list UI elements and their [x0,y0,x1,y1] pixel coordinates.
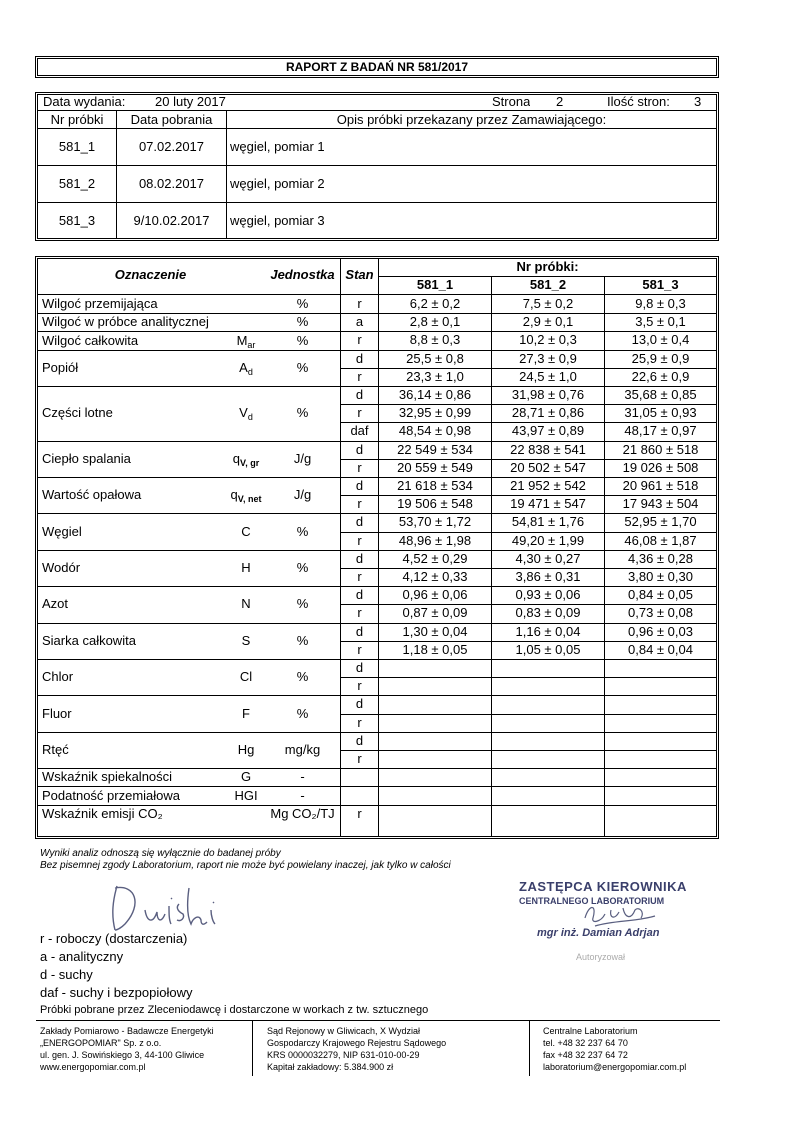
result-symbol-main: Hg [237,742,255,757]
footer-register: Gospodarczy Krajowego Rejestru Sądowego [267,1038,447,1048]
samples-header-desc: Opis próbki przekazany przez Zamawiającego: [336,112,607,127]
result-unit: Mg CO₂/TJ [270,805,335,821]
result-state: r [357,296,362,311]
result-state: d [355,350,364,366]
result-state: r [357,569,362,584]
result-value: 54,81 ± 1,76 [511,514,585,530]
result-state: r [357,751,362,766]
result-state: d [355,623,364,639]
samples-row-2-date: 08.02.2017 [138,176,205,191]
result-value: 8,8 ± 0,3 [409,332,461,348]
result-state: d [355,387,364,402]
result-value: 20 502 ± 547 [510,459,586,475]
footer-capital: Kapitał zakładowy: 5.384.900 zł [267,1062,394,1072]
result-symbol-main: G [240,769,252,785]
samples-row-1-date: 07.02.2017 [138,139,205,154]
result-value: 28,71 ± 0,86 [511,405,585,421]
legend-r: r - roboczy (dostarczenia) [40,931,188,946]
state-divider [341,677,716,678]
result-name: Wilgoć w próbce analitycznej [42,314,209,330]
result-value: 20 559 ± 549 [397,459,473,475]
result-symbol-main: A [239,359,248,375]
result-state: d [355,478,364,493]
stamp-subtitle: CENTRALNEGO LABORATORIUM [519,896,665,906]
result-unit: % [296,669,309,685]
result-value: 31,05 ± 0,93 [624,405,697,421]
result-symbol-subscript: ar [247,339,256,350]
result-state: r [357,714,362,730]
result-value: 22,6 ± 0,9 [631,368,690,384]
samples-row-1-desc: węgiel, pomiar 1 [230,139,325,154]
legend-a: a - analityczny [40,949,124,964]
result-value: 48,96 ± 1,98 [398,532,472,548]
result-value: 24,5 ± 1,0 [519,368,577,384]
result-value: 4,12 ± 0,33 [402,569,468,584]
result-state: r [357,641,362,657]
legend-daf: daf - suchy i bezpopiołowy [40,985,193,1000]
footer-company-name: Zakłady Pomiarowo - Badawcze Energetyki [40,1026,214,1036]
stamp-authorized: Autoryzował [576,952,626,962]
result-name: Wilgoć przemijająca [42,296,158,312]
footer-tel: tel. +48 32 237 64 70 [543,1038,628,1048]
result-symbol-main: q [232,450,241,466]
result-value: 3,5 ± 0,1 [635,314,686,330]
divider [38,165,716,166]
result-symbol-main: HGI [234,787,258,803]
stamp-name: mgr inż. Damian Adrjan [537,927,660,939]
result-value: 2,8 ± 0,1 [409,314,461,330]
result-symbol-main: Cl [239,669,253,685]
result-unit: mg/kg [284,742,321,757]
samples-row-2-nr: 581_2 [58,176,96,191]
samples-row-3-date: 9/10.02.2017 [133,213,210,228]
divider [38,294,716,295]
result-state: d [355,441,364,457]
result-value: 1,05 ± 0,05 [515,641,581,657]
result-value: 4,52 ± 0,29 [402,550,468,566]
result-value: 43,97 ± 0,89 [511,423,585,439]
note-line-2: Bez pisemnej zgody Laboratorium, raport nie może być powielany inaczej, jak tylko w całości [40,860,451,871]
result-unit: - [300,787,305,803]
result-name: Wartość opałowa [42,487,142,503]
samples-row-3-desc: węgiel, pomiar 3 [230,213,325,228]
result-value: 6,2 ± 0,2 [409,296,461,311]
result-name: Popiół [42,359,79,375]
footer-court: Sąd Rejonowy w Gliwicach, X Wydział [267,1026,420,1036]
results-header-sample-no: Nr próbki: [516,259,579,274]
samples-row-1-nr: 581_1 [58,139,96,154]
result-value: 0,96 ± 0,03 [628,623,693,639]
result-symbol-main: M [236,332,248,348]
results-header-sample-3: 581_3 [642,277,679,292]
footer-col-divider [252,1020,253,1076]
result-value: 0,73 ± 0,08 [628,605,693,621]
results-header-sample-2: 581_2 [529,277,567,292]
result-unit: % [296,705,309,721]
issue-date-label: Data wydania: [43,94,126,109]
result-value: 25,5 ± 0,8 [406,350,464,366]
result-state: r [357,532,362,548]
result-state: a [355,314,364,330]
result-value: 19 026 ± 508 [622,459,699,475]
result-value: 52,95 ± 1,70 [624,514,697,530]
result-value: 23,3 ± 1,0 [406,368,464,384]
result-value: 0,84 ± 0,04 [628,641,693,657]
footer-lab: Centralne Laboratorium [543,1026,638,1036]
result-value: 21 860 ± 518 [622,441,699,457]
result-value: 2,9 ± 0,1 [522,314,574,330]
result-state: daf [350,423,369,439]
result-value: 17 943 ± 504 [622,496,699,512]
state-divider [341,641,716,642]
result-value: 49,20 ± 1,99 [511,532,585,548]
result-value: 3,86 ± 0,31 [515,569,581,584]
result-state: d [355,732,364,748]
result-value: 0,96 ± 0,06 [402,587,468,603]
result-value: 21 618 ± 534 [397,478,473,493]
result-state: r [357,605,362,621]
result-value: 4,30 ± 0,27 [515,550,581,566]
result-unit: % [296,296,309,312]
result-name: Wskaźnik spiekalności [42,769,173,785]
state-divider [341,495,716,496]
state-divider [341,532,716,533]
result-name: Wodór [42,560,81,575]
footer-fax: fax +48 32 237 64 72 [543,1050,628,1060]
divider [226,111,227,238]
result-symbol-subscript: V, gr [240,457,260,468]
result-value: 53,70 ± 1,72 [398,514,472,530]
samples-header-nr: Nr próbki [50,112,104,127]
footer-divider [36,1020,720,1021]
result-name: Wilgoć całkowita [42,332,139,348]
result-state: r [357,496,362,512]
result-name: Podatność przemiałowa [42,787,181,803]
page-label: Strona [492,94,530,109]
result-value: 20 961 ± 518 [622,478,699,493]
legend-d: d - suchy [40,967,93,982]
result-value: 4,36 ± 0,28 [628,550,693,566]
result-unit: J/g [293,487,312,503]
note-line-1: Wyniki analiz odnoszą się wyłącznie do badanej próby [40,848,281,859]
result-unit: % [296,523,309,539]
result-unit: % [296,314,309,330]
result-value: 10,2 ± 0,3 [519,332,577,348]
result-value: 0,83 ± 0,09 [515,605,581,621]
footer-company-address: ul. gen. J. Sowińskiego 3, 44-100 Gliwice [40,1050,205,1060]
report-title: RAPORT Z BADAŃ NR 581/2017 [285,60,469,74]
result-value: 0,93 ± 0,06 [515,587,581,603]
result-symbol-main: q [230,487,238,503]
result-name: Ciepło spalania [42,450,131,466]
result-state: r [357,332,362,348]
result-value: 1,30 ± 0,04 [402,623,468,639]
divider [38,202,716,203]
result-state: r [357,368,362,384]
result-name: Azot [42,596,69,612]
result-name: Rtęć [42,742,69,757]
result-symbol-subscript: V, net [237,494,262,505]
result-state: d [355,587,364,603]
result-value: 13,0 ± 0,4 [631,332,690,348]
sampling-note: Próbki pobrane przez Zleceniodawcę i dostarczone w workach z tw. sztucznego [40,1004,429,1016]
result-value: 27,3 ± 0,9 [519,350,577,366]
result-value: 25,9 ± 0,9 [631,350,690,366]
result-value: 9,8 ± 0,3 [635,296,686,311]
result-value: 0,84 ± 0,05 [628,587,693,603]
result-value: 35,68 ± 0,85 [624,387,697,402]
result-state: d [355,696,364,712]
result-value: 3,80 ± 0,30 [628,569,693,584]
issue-date: 20 luty 2017 [155,94,226,109]
pages-total: 3 [694,94,702,109]
state-divider [341,459,716,460]
result-value: 21 952 ± 542 [510,478,586,493]
divider [38,110,716,111]
result-symbol-main: H [241,560,251,575]
result-state: r [357,459,362,475]
result-value: 48,54 ± 0,98 [398,423,472,439]
result-unit: % [296,632,309,648]
state-divider [341,368,716,369]
result-value: 19 506 ± 548 [397,496,473,512]
result-value: 31,98 ± 0,76 [511,387,585,402]
result-symbol-subscript: d [247,366,253,377]
result-state: d [355,550,364,566]
result-unit: - [300,769,305,785]
result-state: r [357,405,362,421]
result-state: d [355,660,364,675]
result-name: Fluor [42,705,72,721]
result-value: 36,14 ± 0,86 [398,387,472,402]
result-state: r [357,678,362,694]
result-symbol-main: N [241,596,251,612]
result-state: d [355,514,364,530]
pages-label: Ilość stron: [607,94,670,109]
footer-company-legal: „ENERGOPOMIAR" Sp. z o.o. [40,1038,162,1048]
state-divider [341,568,716,569]
samples-row-2-desc: węgiel, pomiar 2 [230,176,325,191]
page-number: 2 [556,94,564,109]
footer-col-divider [529,1020,530,1076]
result-value: 19 471 ± 547 [510,496,586,512]
result-value: 1,18 ± 0,05 [402,641,468,657]
footer-krs-nip: KRS 0000032279, NIP 631-010-00-29 [267,1050,420,1060]
samples-row-3-nr: 581_3 [58,213,96,228]
result-value: 22 549 ± 534 [397,441,473,457]
result-value: 32,95 ± 0,99 [398,405,472,421]
state-divider [341,604,716,605]
result-name: Węgiel [42,523,82,539]
result-value: 7,5 ± 0,2 [522,296,574,311]
result-unit: % [296,332,309,348]
result-unit: J/g [293,450,312,466]
state-divider [341,404,716,405]
result-symbol-main: C [241,523,251,539]
state-divider [341,750,716,751]
samples-header-date: Data pobrania [130,112,213,127]
result-unit: % [296,405,309,421]
result-value: 0,87 ± 0,09 [402,605,468,621]
stamp-title: ZASTĘPCA KIEROWNIKA [519,879,687,894]
result-value: 1,16 ± 0,04 [515,623,581,639]
result-symbol-main: V [239,405,248,421]
result-name: Siarka całkowita [42,632,136,648]
state-divider [341,714,716,715]
result-symbol-main: F [242,705,250,721]
result-name: Chlor [42,669,74,685]
result-unit: % [296,359,309,375]
result-symbol-subscript: d [247,412,253,423]
results-header-state: Stan [345,267,374,282]
result-state: r [357,805,362,821]
result-value: 48,17 ± 0,97 [624,423,697,439]
results-header-sample-1: 581_1 [416,277,454,292]
result-value: 46,08 ± 1,87 [624,532,697,548]
results-header-designation: Oznaczenie [114,267,187,282]
result-name: Wskaźnik emisji CO₂ [42,805,163,821]
divider [38,128,716,129]
result-unit: % [296,560,309,575]
result-name: Części lotne [42,405,113,421]
result-value: 22 838 ± 541 [510,441,586,457]
result-unit: % [296,596,309,612]
footer-company-website[interactable]: www.energopomiar.com.pl [40,1062,146,1072]
result-symbol-main: S [241,632,251,648]
state-divider [341,422,716,423]
results-header-unit: Jednostka [270,267,335,282]
footer-email[interactable]: laboratorium@energopomiar.com.pl [543,1062,687,1072]
